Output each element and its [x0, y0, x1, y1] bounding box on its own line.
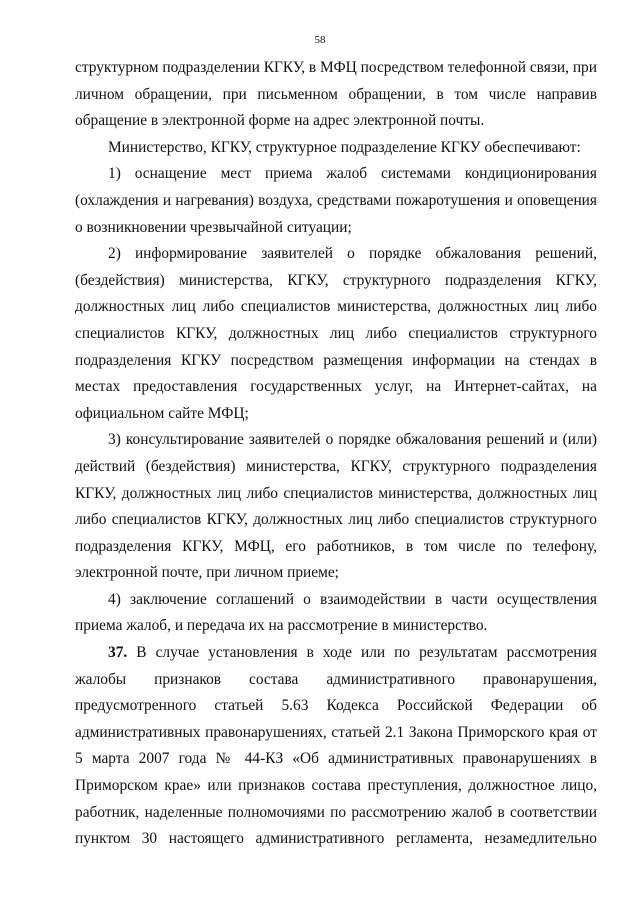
text-line: 2) информирование заявителей о порядке обжалования решений,: [108, 245, 597, 263]
text-line: жалобы признаков состава административного правонарушения,: [75, 670, 597, 688]
text-line: пунктом 30 настоящего административного регламента, незамедлительно: [75, 830, 597, 848]
text-line: КГКУ, должностных лиц либо специалистов министерства, должностных лиц: [75, 484, 597, 502]
text-line: административных правонарушениях, статьей 2.1 Закона Приморского края от: [75, 723, 597, 741]
text-line: приема жалоб, и передача их на рассмотрение в министерство.: [75, 617, 488, 635]
document-body: [75, 55, 597, 853]
text-line: структурном подразделении КГКУ, в МФЦ посредством телефонной связи, при: [75, 59, 597, 76]
text-line: местах предоставления государственных услуг, на Интернет-сайтах, на: [75, 378, 597, 396]
text-line: личном обращении, при письменном обращении, в том числе направив: [75, 85, 597, 103]
text-line-content: В случае установления в ходе или по результатам рассмотрения: [136, 644, 597, 662]
paragraph-item-1: [75, 161, 597, 241]
text-line: специалистов КГКУ, должностных лиц либо специалистов структурного: [75, 324, 597, 342]
paragraph-item-4: [75, 587, 597, 640]
text-line: обращение в электронной форме на адрес электронной почты.: [75, 112, 485, 130]
text-line: 1) оснащение мест приема жалоб системами кондиционирования: [108, 165, 597, 183]
text-line: либо специалистов КГКУ, должностных лиц либо специалистов структурного: [75, 511, 597, 529]
text-line: работник, наделенные полномочиями по рассмотрению жалоб в соответствии: [75, 803, 597, 821]
text-line: 4) заключение соглашений о взаимодействии в части осуществления: [108, 590, 597, 608]
text-line: подразделения КГКУ посредством размещения информации на стендах в: [75, 351, 597, 369]
page-number: 58: [314, 34, 326, 46]
text-line: 5 марта 2007 года № 44-КЗ «Об административных правонарушениях в: [75, 750, 597, 768]
text-line: о возникновении чрезвычайной ситуации;: [75, 218, 352, 236]
paragraph-item-2: [75, 241, 597, 427]
text-line: должностных лиц либо специалистов министерства, должностных лиц либо: [75, 298, 597, 316]
text-line: электронной почте, при личном приеме;: [75, 564, 339, 582]
paragraph-intro: [75, 135, 597, 162]
paragraph-clause-37: [75, 640, 597, 853]
text-line: официальном сайте МФЦ;: [75, 404, 249, 422]
text-line: (бездействия) министерства, КГКУ, структурного подразделения КГКУ,: [75, 271, 597, 289]
text-line: [75, 640, 597, 667]
text-line: Министерство, КГКУ, структурное подразделение КГКУ обеспечивают:: [108, 138, 581, 156]
text-line: предусмотренного статьей 5.63 Кодекса Российской Федерации об: [75, 697, 597, 715]
text-line: (охлаждения и нагревания) воздуха, средствами пожаротушения и оповещения: [75, 191, 597, 209]
paragraph-item-3: [75, 427, 597, 587]
text-line: подразделения КГКУ, МФЦ, его работников, в том числе по телефону,: [75, 537, 597, 555]
clause-number: 37.: [108, 644, 128, 662]
text-line: действий (бездействия) министерства, КГКУ, структурного подразделения: [75, 457, 597, 475]
text-line: Приморском крае» или признаков состава преступления, должностное лицо,: [75, 777, 597, 795]
text-line: 3) консультирование заявителей о порядке обжалования решений и (или): [108, 431, 597, 449]
paragraph-continuation: [75, 55, 597, 135]
